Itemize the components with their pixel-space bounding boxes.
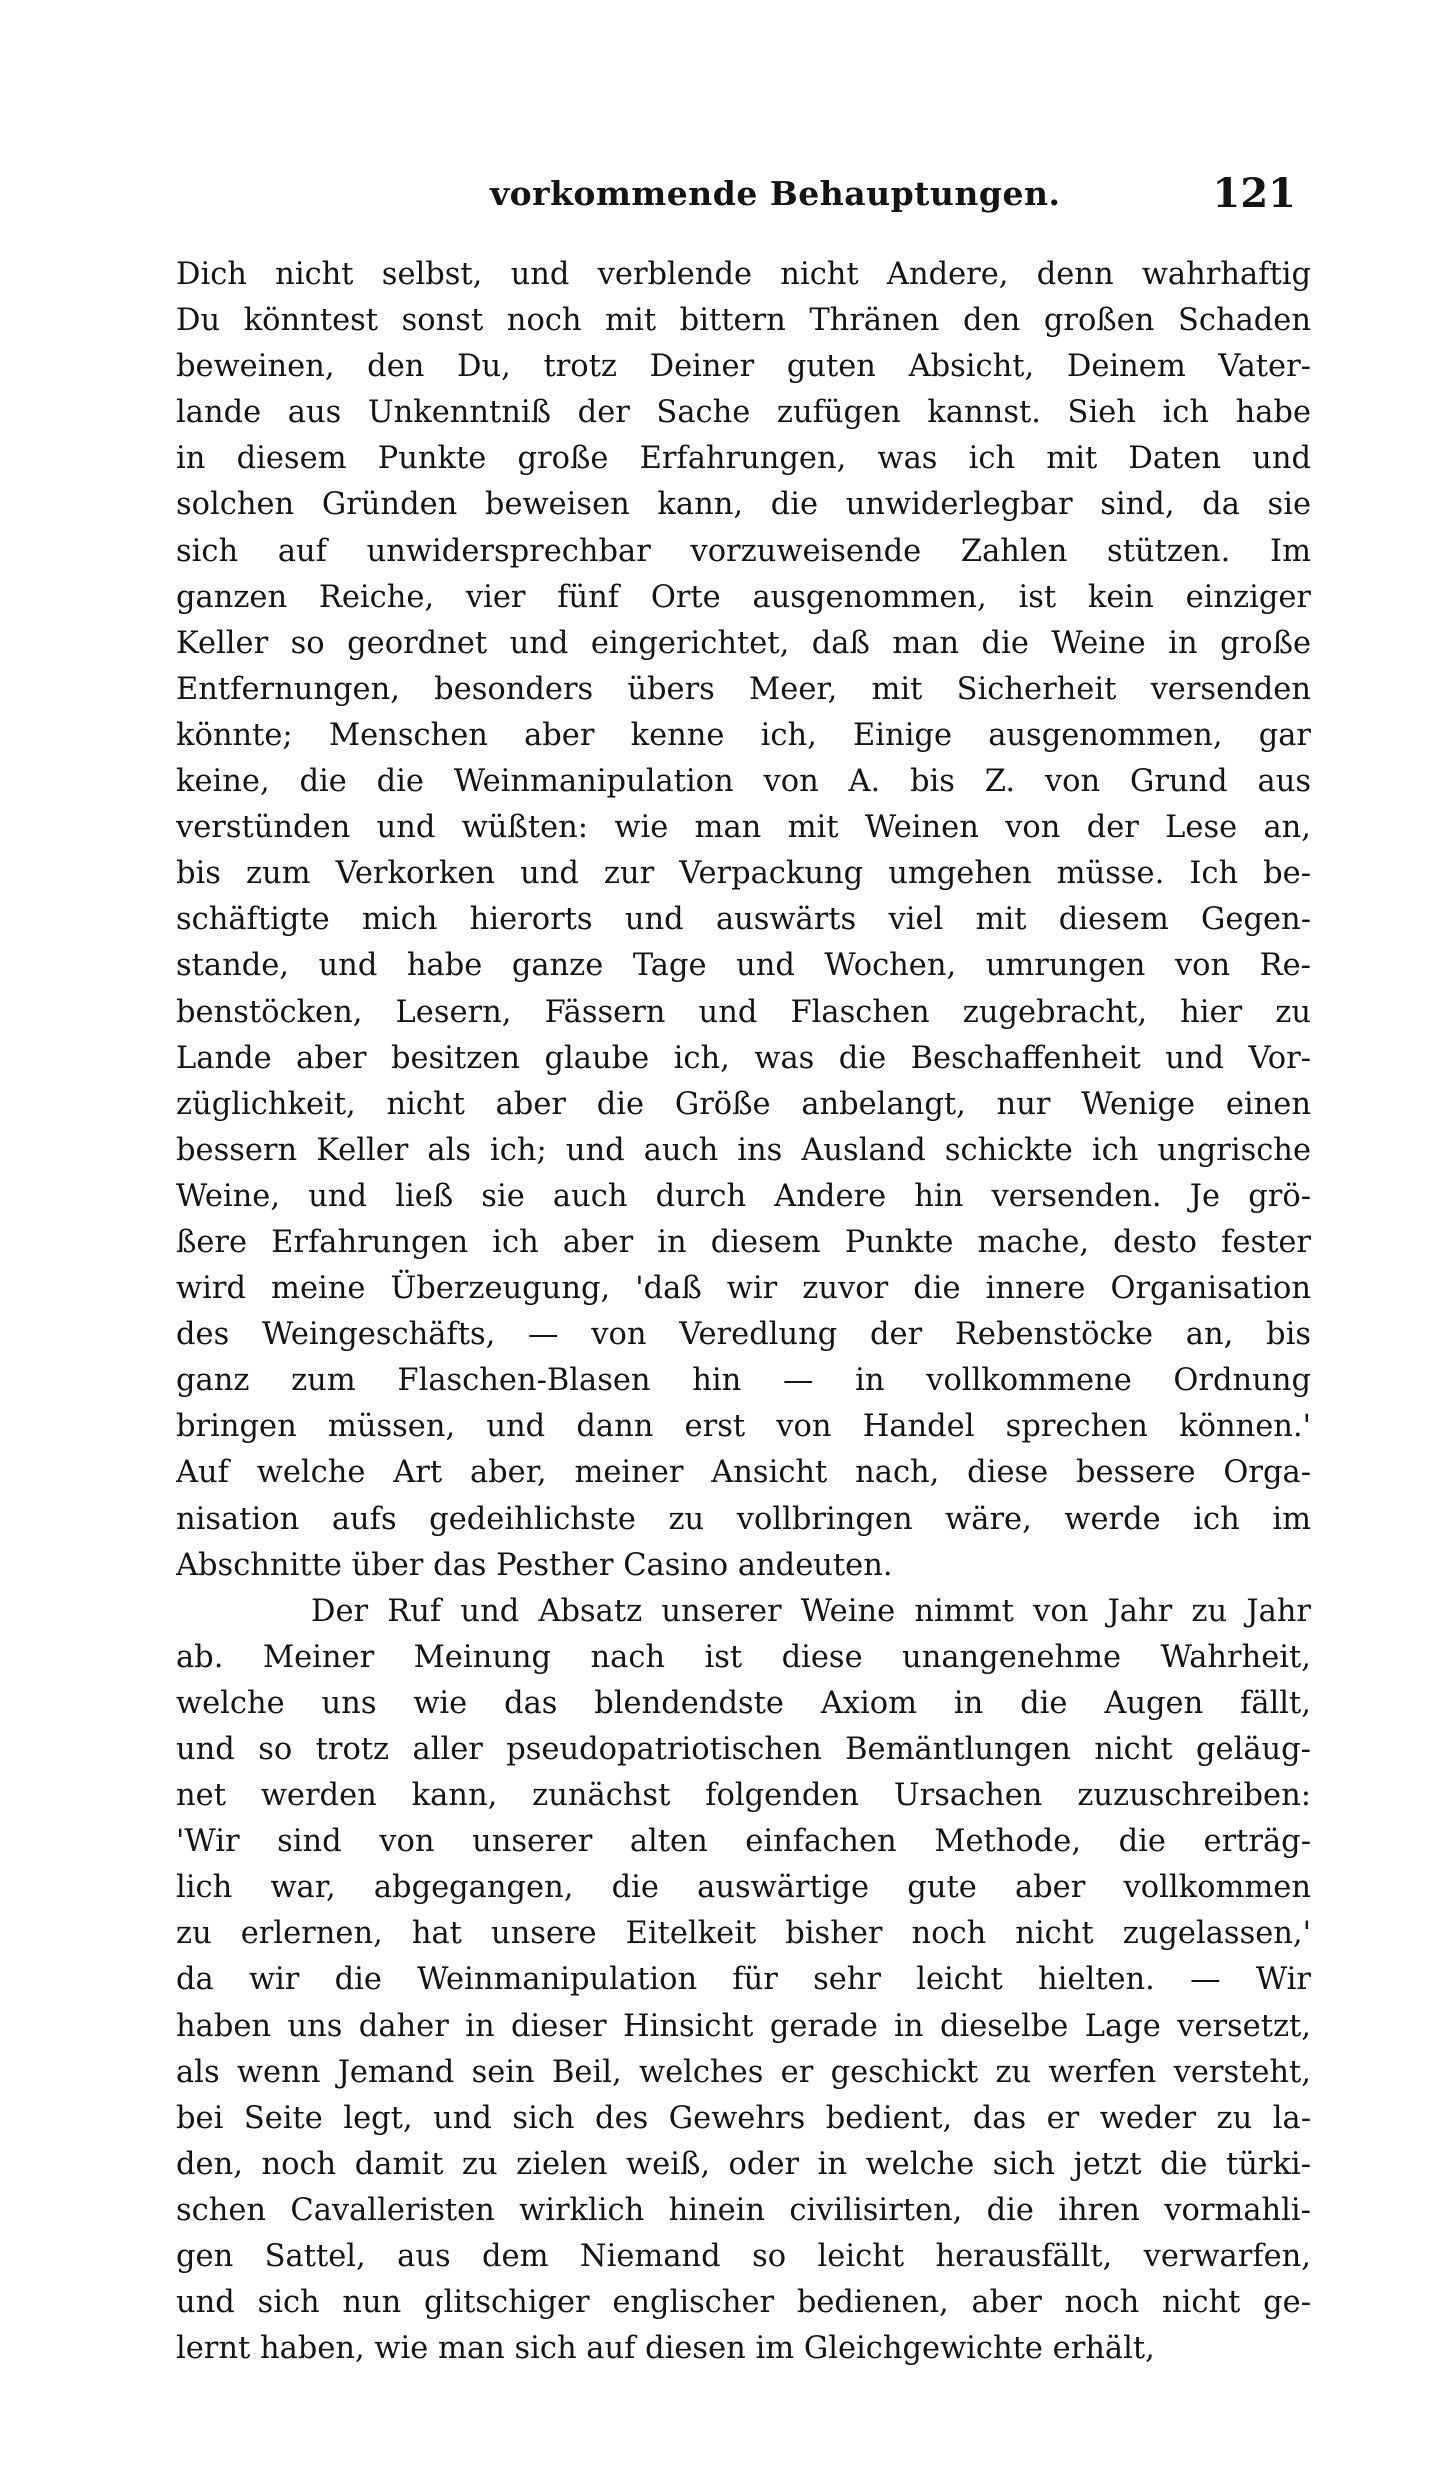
text-line: bringen müssen, und dann erst von Handel sprechen können.' bbox=[176, 1409, 1311, 1445]
text-line: beweinen, den Du, trotz Deiner guten Absicht, Deinem Vater- bbox=[176, 349, 1311, 385]
text-line: ganzen Reiche, vier fünf Orte ausgenommen, ist kein einziger bbox=[176, 579, 1311, 615]
paragraph-1 bbox=[176, 252, 1311, 1589]
text-line: wird meine Überzeugung, 'daß wir zuvor die innere Organisation bbox=[176, 1271, 1311, 1307]
text-line: Entfernungen, besonders übers Meer, mit Sicherheit versenden bbox=[176, 671, 1311, 707]
text-line: und so trotz aller pseudopatriotischen Bemäntlungen nicht geläug- bbox=[176, 1732, 1311, 1767]
text-line: haben uns daher in dieser Hinsicht gerade in dieselbe Lage versetzt, bbox=[176, 2008, 1311, 2044]
text-line: Weine, und ließ sie auch durch Andere hin versenden. Je grö- bbox=[176, 1178, 1311, 1214]
text-line: lich war, abgegangen, die auswärtige gute aber vollkommen bbox=[176, 1870, 1311, 1906]
text-line: Lande aber besitzen glaube ich, was die Beschaffenheit und Vor- bbox=[176, 1040, 1311, 1076]
text-line: lande aus Unkenntniß der Sache zufügen kannst. Sieh ich habe bbox=[176, 395, 1311, 431]
text-line: net werden kann, zunächst folgenden Ursachen zuzuschreiben: bbox=[176, 1778, 1311, 1814]
text-line: ganz zum Flaschen-Blasen hin — in vollkommene Ordnung bbox=[176, 1363, 1311, 1399]
text-line: nisation aufs gedeihlichste zu vollbringen wäre, werde ich im bbox=[176, 1501, 1311, 1537]
text-line: ßere Erfahrungen ich aber in diesem Punkte mache, desto fester bbox=[176, 1224, 1311, 1260]
text-line: Dich nicht selbst, und verblende nicht Andere, denn wahrhaftig bbox=[176, 257, 1311, 292]
text-line: bessern Keller als ich; und auch ins Ausland schickte ich ungrische bbox=[176, 1132, 1311, 1168]
text-line: könnte; Menschen aber kenne ich, Einige ausgenommen, gar bbox=[176, 717, 1311, 753]
text-line: Abschnitte über das Pesther Casino andeuten. bbox=[176, 1547, 893, 1583]
text-line: und sich nun glitschiger englischer bedienen, aber noch nicht ge- bbox=[176, 2285, 1311, 2321]
text-line: Du könntest sonst noch mit bittern Thränen den großen Schaden bbox=[176, 303, 1311, 339]
page-number: 121 bbox=[1212, 170, 1296, 217]
text-line: den, noch damit zu zielen weiß, oder in welche sich jetzt die türki- bbox=[176, 2146, 1311, 2182]
text-line: benstöcken, Lesern, Fässern und Flaschen zugebracht, hier zu bbox=[176, 994, 1311, 1030]
text-line: 'Wir sind von unserer alten einfachen Methode, die erträg- bbox=[176, 1824, 1311, 1860]
text-line: da wir die Weinmanipulation für sehr leicht hielten. — Wir bbox=[176, 1962, 1311, 1998]
text-line: welche uns wie das blendendste Axiom in die Augen fällt, bbox=[176, 1685, 1311, 1721]
text-line: Auf welche Art aber, meiner Ansicht nach, diese bessere Orga- bbox=[176, 1455, 1311, 1491]
text-line: solchen Gründen beweisen kann, die unwiderlegbar sind, da sie bbox=[176, 487, 1311, 523]
text-line: als wenn Jemand sein Beil, welches er geschickt zu werfen versteht, bbox=[176, 2054, 1311, 2090]
text-line: gen Sattel, aus dem Niemand so leicht herausfällt, verwarfen, bbox=[176, 2239, 1311, 2275]
body-text bbox=[176, 252, 1311, 2372]
text-line: keine, die die Weinmanipulation von A. bis Z. von Grund aus bbox=[176, 764, 1311, 800]
text-line: verstünden und wüßten: wie man mit Weinen von der Lese an, bbox=[176, 810, 1311, 846]
text-line: Keller so geordnet und eingerichtet, daß man die Weine in große bbox=[176, 625, 1311, 661]
running-title: vorkommende Behauptungen. bbox=[490, 174, 1061, 213]
text-line: des Weingeschäfts, — von Veredlung der Rebenstöcke an, bis bbox=[176, 1317, 1311, 1353]
text-line: ab. Meiner Meinung nach ist diese unangenehme Wahrheit, bbox=[176, 1639, 1311, 1675]
text-line: züglichkeit, nicht aber die Größe anbelangt, nur Wenige einen bbox=[176, 1086, 1311, 1122]
text-line: lernt haben, wie man sich auf diesen im Gleichgewichte erhält, bbox=[176, 2331, 1155, 2367]
text-line: bis zum Verkorken und zur Verpackung umgehen müsse. Ich be- bbox=[176, 856, 1311, 892]
text-line: Der Ruf und Absatz unserer Weine nimmt von Jahr zu Jahr bbox=[311, 1593, 1311, 1629]
text-line: in diesem Punkte große Erfahrungen, was ich mit Daten und bbox=[176, 441, 1311, 477]
text-line: sich auf unwidersprechbar vorzuweisende Zahlen stützen. Im bbox=[176, 533, 1311, 569]
text-line: schäftigte mich hierorts und auswärts viel mit diesem Gegen- bbox=[176, 902, 1311, 938]
text-line: stande, und habe ganze Tage und Wochen, umrungen von Re- bbox=[176, 948, 1311, 984]
text-line: zu erlernen, hat unsere Eitelkeit bisher noch nicht zugelassen,' bbox=[176, 1916, 1311, 1952]
paragraph-2 bbox=[176, 1589, 1311, 2373]
page-header bbox=[186, 170, 1296, 230]
text-line: bei Seite legt, und sich des Gewehrs bedient, das er weder zu la- bbox=[176, 2100, 1311, 2136]
text-line: schen Cavalleristen wirklich hinein civilisirten, die ihren vormahli- bbox=[176, 2192, 1311, 2228]
